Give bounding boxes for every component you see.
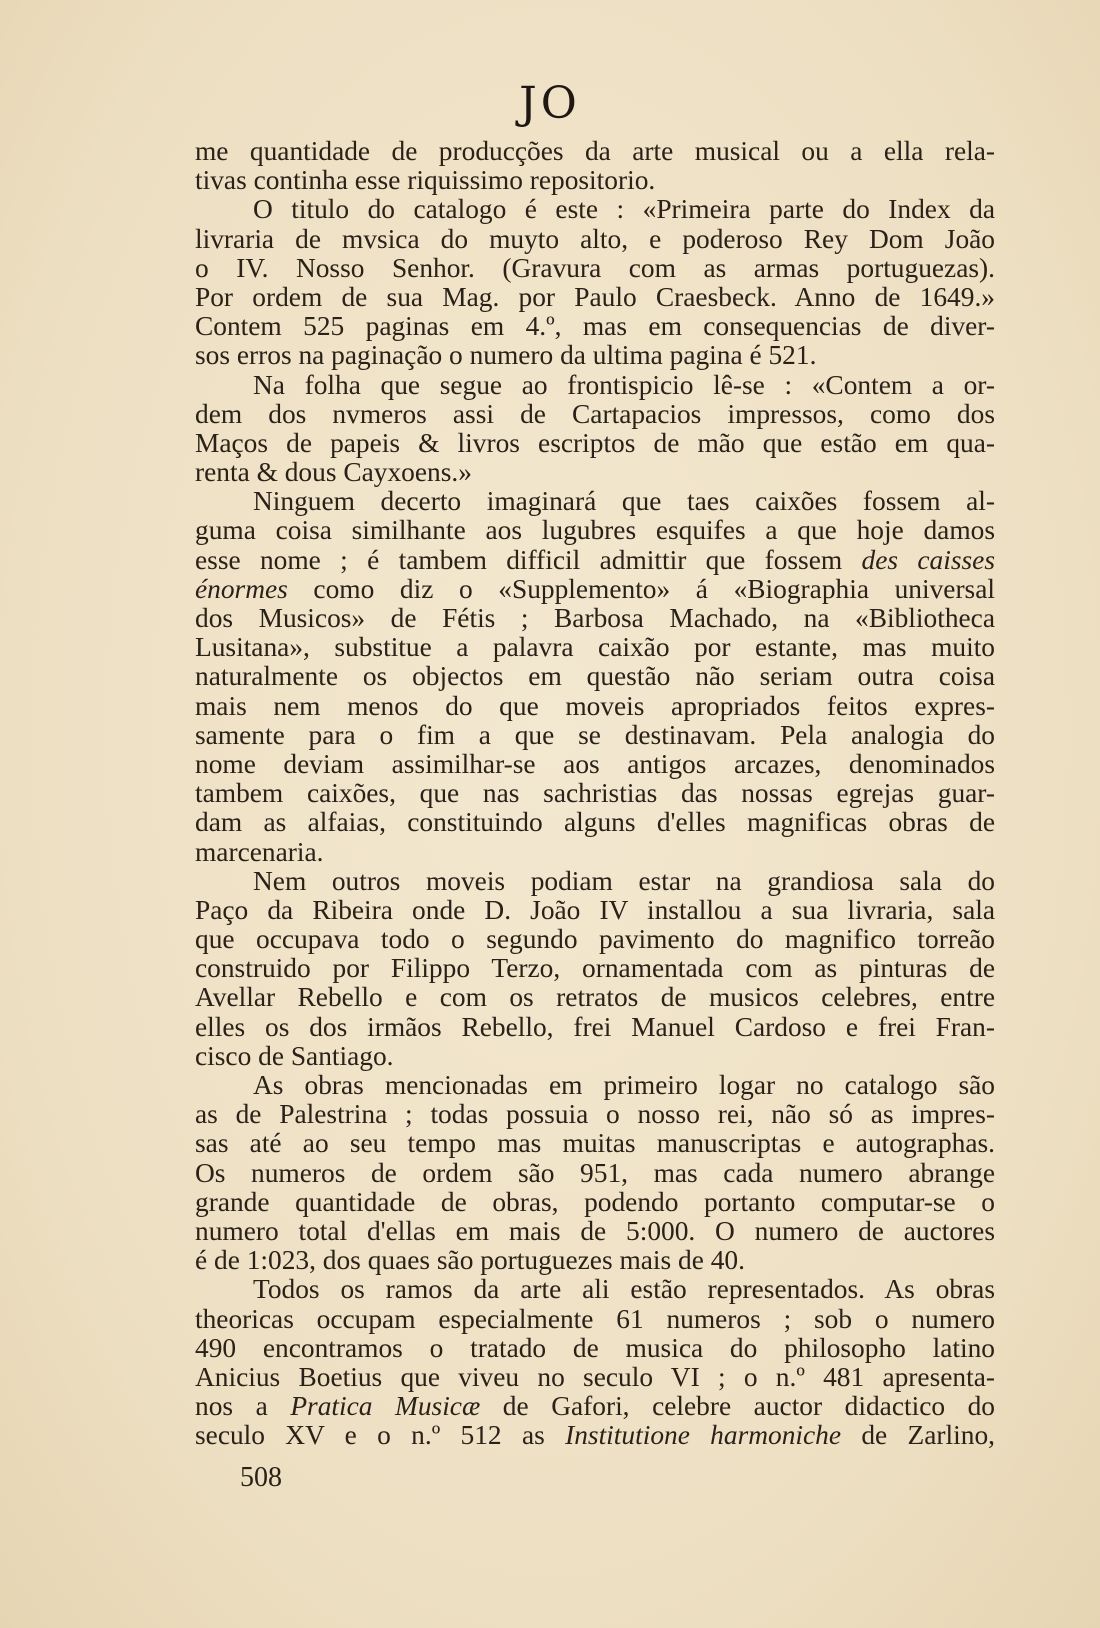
- text-line: Por ordem de sua Mag. por Paulo Craesbeck. Anno de 1649.»: [195, 281, 995, 312]
- text-line: samente para o fim a que se destinavam. Pela analogia do: [195, 719, 995, 750]
- text-line: theoricas occupam especialmente 61 numeros ; sob o numero: [195, 1303, 995, 1334]
- text-line: sos erros na paginação o numero da ultima pagina é 521.: [195, 340, 817, 371]
- text-line: renta & dous Cayxoens.»: [195, 457, 472, 488]
- text-line: seculo XV e o n.º 512 as Institutione harmoniche de Zarlino,: [195, 1420, 995, 1451]
- text-line: dam as alfaias, constituindo alguns d'elles magnificas obras de: [195, 807, 995, 838]
- text-line: me quantidade de producções da arte musical ou a ella rela-: [195, 136, 995, 166]
- text-line: esse nome ; é tambem difficil admittir que fossem des caisses: [195, 544, 995, 575]
- text-line: Na folha que segue ao frontispicio lê-se : «Contem a or-: [253, 369, 995, 400]
- text-line: o IV. Nosso Senhor. (Gravura com as armas portuguezas).: [195, 252, 995, 283]
- text-line: grande quantidade de obras, podendo portanto computar-se o: [195, 1186, 995, 1217]
- text-line: marcenaria.: [195, 836, 324, 867]
- text-line: que occupava todo o segundo pavimento do magnifico torreão: [195, 924, 995, 955]
- text-line: cisco de Santiago.: [195, 1040, 394, 1071]
- running-head: JO: [519, 78, 581, 129]
- text-line: sas até ao seu tempo mas muitas manuscriptas e autographas.: [195, 1128, 995, 1159]
- text-line: Todos os ramos da arte ali estão representados. As obras: [253, 1274, 995, 1305]
- text-line: dem dos nvmeros assi de Cartapacios impressos, como dos: [195, 398, 995, 429]
- text-line: Paço da Ribeira onde D. João IV installou a sua livraria, sala: [195, 894, 995, 925]
- text-line: Contem 525 paginas em 4.º, mas em consequencias de diver-: [195, 311, 995, 342]
- text-line: 490 encontramos o tratado de musica do philosopho latino: [195, 1332, 995, 1363]
- text-line: Os numeros de ordem são 951, mas cada numero abrange: [195, 1157, 995, 1188]
- text-line: dos Musicos» de Fétis ; Barbosa Machado, na «Bibliotheca: [195, 603, 995, 633]
- text-line: livraria de mvsica do muyto alto, e poderoso Rey Dom João: [195, 223, 995, 254]
- text-line: Nem outros moveis podiam estar na grandiosa sala do: [253, 865, 995, 896]
- text-line: O titulo do catalogo é este : «Primeira parte do Index da: [253, 194, 995, 225]
- text-line: construido por Filippo Terzo, ornamentada com as pinturas de: [195, 953, 995, 984]
- text-line: mais nem menos do que moveis apropriados feitos expres-: [195, 690, 995, 721]
- text-line: Ninguem decerto imaginará que taes caixões fossem al-: [253, 486, 995, 517]
- text-line: Avellar Rebello e com os retratos de musicos celebres, entre: [195, 982, 995, 1013]
- text-line: nos a Pratica Musicæ de Gafori, celebre auctor didactico do: [195, 1391, 995, 1422]
- page-number: 508: [240, 1462, 282, 1493]
- text-line: nome deviam assimilhar-se aos antigos arcazes, denominados: [195, 748, 995, 779]
- text-line: numero total d'ellas em mais de 5:000. O numero de auctores: [195, 1215, 995, 1246]
- text-line: tambem caixões, que nas sachristias das nossas egrejas guar-: [195, 778, 995, 809]
- text-line: As obras mencionadas em primeiro logar no catalogo são: [253, 1070, 995, 1100]
- text-line: é de 1:023, dos quaes são portuguezes mais de 40.: [195, 1245, 745, 1276]
- text-line: tivas continha esse riquissimo repositorio.: [195, 165, 656, 196]
- text-line: guma coisa similhante aos lugubres esquifes a que hoje damos: [195, 515, 995, 546]
- text-line: énormes como diz o «Supplemento» á «Biographia universal: [195, 573, 995, 604]
- text-line: elles os dos irmãos Rebello, frei Manuel Cardoso e frei Fran-: [195, 1011, 995, 1042]
- text-line: naturalmente os objectos em questão não seriam outra coisa: [195, 661, 995, 692]
- text-line: as de Palestrina ; todas possuia o nosso rei, não só as impres-: [195, 1099, 995, 1130]
- text-line: Anicius Boetius que viveu no seculo VI ; o n.º 481 apresenta-: [195, 1361, 995, 1392]
- text-line: Maços de papeis & livros escriptos de mão que estão em qua-: [195, 427, 995, 458]
- text-line: Lusitana», substitue a palavra caixão por estante, mas muito: [195, 632, 995, 663]
- body-text: [195, 137, 995, 1450]
